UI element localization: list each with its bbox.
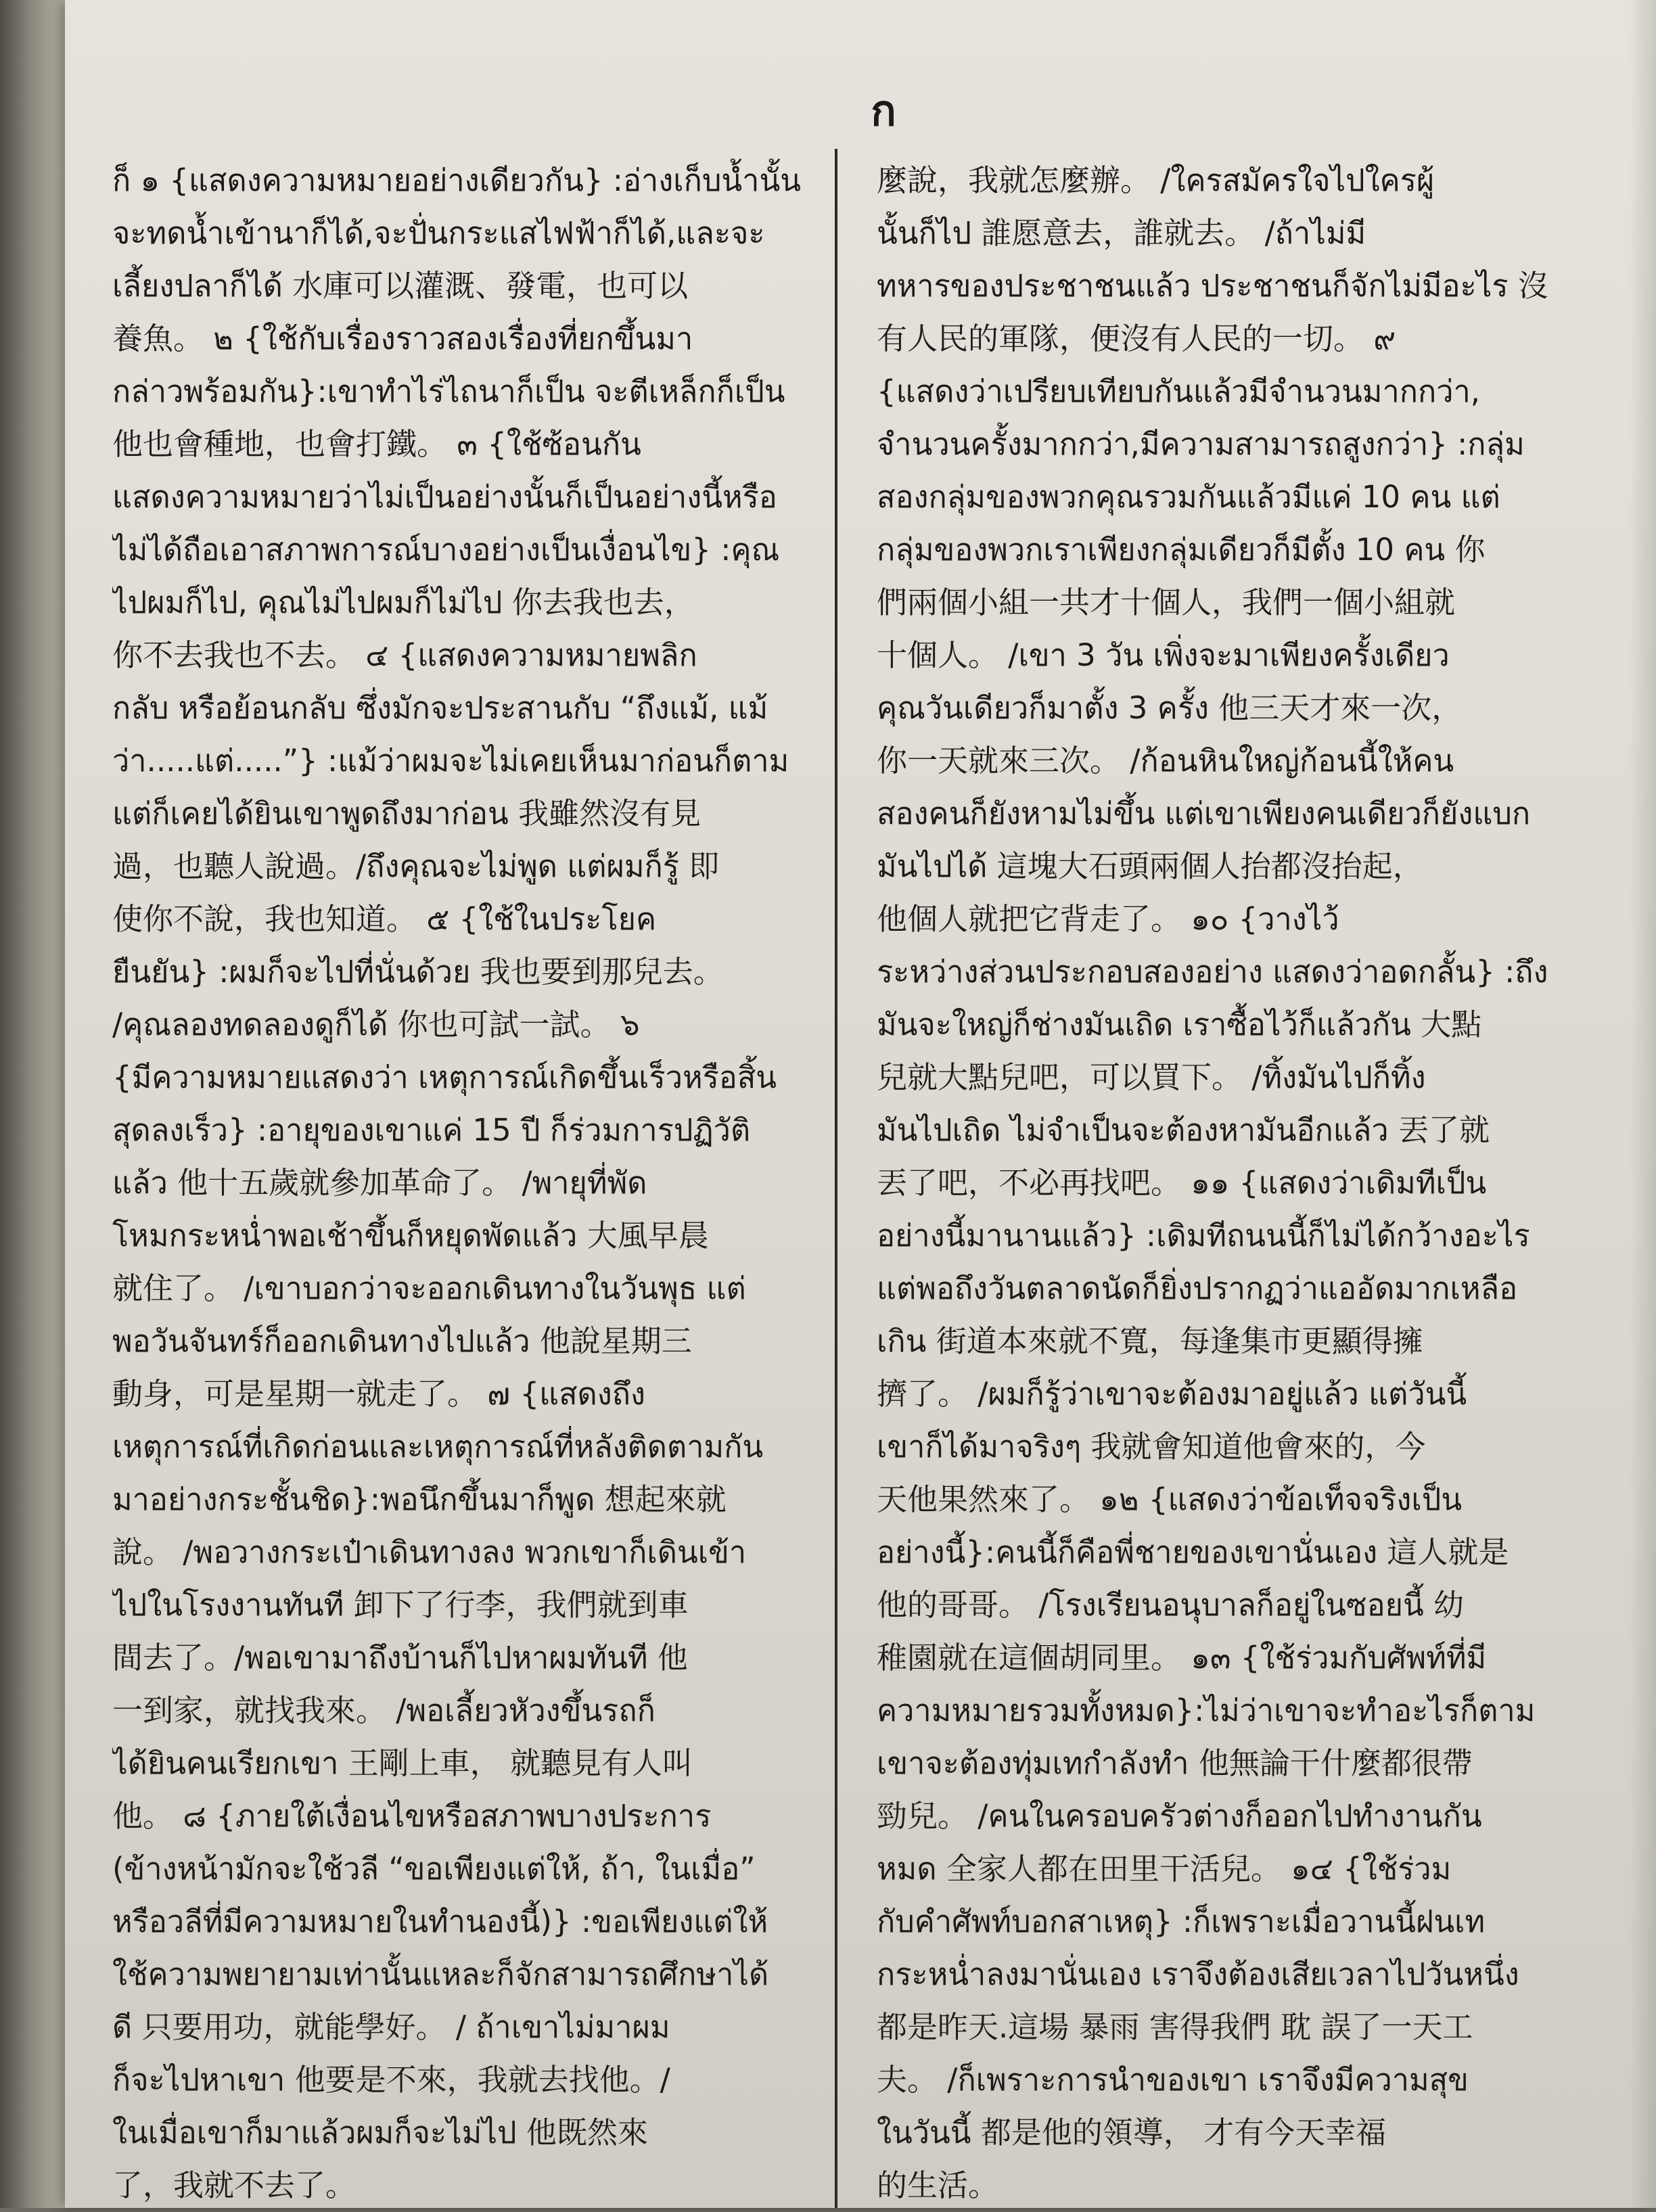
text-line: กล่าวพร้อมกัน}:เขาทำไร่ไถนาก็เป็น จะตีเหล็กก็เป็น: [112, 373, 785, 409]
text-line: 勁兒。 /คนในครอบครัวต่างก็ออกไปทำงานกัน: [877, 1798, 1482, 1834]
text-line: อย่างนี้}:คนนี้ก็คือพี่ชายของเขานั่นเอง 這人就是: [877, 1534, 1509, 1570]
text-line: แต่ก็เคยได้ยินเขาพูดถึงมาก่อน 我雖然沒有見: [112, 796, 702, 831]
text-line: จำนวนครั้งมากกว่า,มีความสามารถสูงกว่า} :กลุ่ม: [877, 426, 1525, 462]
text-line: ก็ ๑ {แสดงความหมายอย่างเดียวกัน} :อ่างเก็บน้ำนั้น: [112, 162, 801, 198]
text-line: เขาจะต้องทุ่มเทกำลังทำ 他無論干什麼都很帶: [877, 1745, 1473, 1781]
text-line: มันไปได้ 這塊大石頭兩個人抬都沒抬起，: [877, 848, 1423, 884]
text-line: 了，我就不去了。: [112, 2167, 356, 2203]
text-line: 的生活。: [877, 2167, 999, 2203]
text-line: 動身，可是星期一就走了。 ๗ {แสดงถึง: [112, 1376, 645, 1412]
adjacent-page-edge: [0, 0, 68, 2208]
text-line: แสดงความหมายว่าไม่เป็นอย่างนั้นก็เป็นอย่างนี้หรือ: [112, 479, 777, 515]
text-line: กระหน่ำลงมานั่นเอง เราจึงต้องเสียเวลาไปวันหนึ่ง: [877, 1956, 1519, 1992]
text-line: 一到家，就找我來。 /พอเลี้ยวหัวงขึ้นรถก็: [112, 1692, 656, 1728]
text-line: /คุณลองทดลองดูก็ได้ 你也可試一試。 ๖: [112, 1007, 640, 1042]
text-line: จะทดน้ำเข้านาก็ได้,จะปั่นกระแสไฟฟ้าก็ได้,และจะ: [112, 215, 765, 251]
text-line: 都是昨天.這場 暴雨 害得我們 耽 誤了一天工: [877, 2009, 1473, 2045]
page-header-letter: ก: [871, 86, 896, 135]
text-line: เขาก็ได้มาจริงๆ 我就會知道他會來的，今: [877, 1429, 1426, 1465]
text-line: กลับ หรือย้อนกลับ ซึ่งมักจะประสานกับ “ถึงแม้, แม้: [112, 690, 768, 726]
page-shadow: [1629, 0, 1656, 2208]
text-line: 使你不說，我也知道。 ๕ {ใช้ในประโยค: [112, 901, 657, 937]
text-line: สุดลงเร็ว} :อายุของเขาแค่ 15 ปี ก็ร่วมการปฏิวัติ: [112, 1112, 751, 1148]
text-line: 丟了吧，不必再找吧。 ๑๑ {แสดงว่าเดิมทีเป็น: [877, 1165, 1487, 1201]
text-line: มาอย่างกระชั้นชิด}:พอนึกขึ้นมาก็พูด 想起來就: [112, 1481, 727, 1517]
text-line: 就住了。 /เขาบอกว่าจะออกเดินทางในวันพุธ แต่: [112, 1270, 746, 1306]
text-line: กับคำศัพท์บอกสาเหตุ} :ก็เพราะเมื่อวานนี้ฝนเท: [877, 1904, 1486, 1939]
text-line: ความหมายรวมทั้งหมด}:ไม่ว่าเขาจะทำอะไรก็ตาม: [877, 1692, 1536, 1728]
text-line: ยืนยัน} :ผมก็จะไปที่นั่นด้วย 我也要到那兒去。: [112, 954, 724, 990]
text-line: ดี 只要用功，就能學好。 / ถ้าเขาไม่มาผม: [112, 2009, 670, 2045]
text-line: 夫。 /ก็เพราะการนำของเขา เราจึงมีความสุข: [877, 2062, 1469, 2098]
text-line: 間去了。/พอเขามาถึงบ้านก็ไปหาผมทันที 他: [112, 1640, 688, 1676]
text-line: สองคนก็ยังหามไม่ขึ้น แต่เขาเพียงคนเดียวก็ยังแบก: [877, 796, 1531, 831]
left-column: [112, 154, 816, 2212]
text-line: กลุ่มของพวกเราเพียงกลุ่มเดียวก็มีตั้ง 10 คน 你: [877, 532, 1486, 568]
text-line: 他的哥哥。 /โรงเรียนอนุบาลก็อยู่ในซอยนี้ 幼: [877, 1587, 1465, 1623]
text-line: ใช้ความพยายามเท่านั้นแหละก็จักสามารถศึกษาได้: [112, 1956, 769, 1992]
text-line: 你一天就來三次。 /ก้อนหินใหญ่ก้อนนี้ให้คน: [877, 743, 1454, 779]
text-line: คุณวันเดียวก็มาตั้ง 3 ครั้ง 他三天才來一次，: [877, 690, 1463, 726]
text-line: เลี้ยงปลาก็ได้ 水庫可以灌溉、發電，也可以: [112, 268, 689, 304]
text-line: สองกลุ่มของพวกคุณรวมกันแล้วมีแค่ 10 คน แต่: [877, 479, 1500, 515]
text-line: ระหว่างส่วนประกอบสองอย่าง แสดงว่าอดกลั้น} :ถึง: [877, 954, 1548, 990]
text-line: 他。 ๘ {ภายใต้เงื่อนไขหรือสภาพบางประการ: [112, 1798, 712, 1834]
text-line: 天他果然來了。 ๑๒ {แสดงว่าข้อเท็จจริงเป็น: [877, 1481, 1463, 1517]
text-line: ไม่ได้ถือเอาสภาพการณ์บางอย่างเป็นเงื่อนไข} :คุณ: [112, 532, 780, 568]
text-line: 過，也聽人說過。/ถึงคุณจะไม่พูด แต่ผมก็รู้ 即: [112, 848, 720, 884]
text-line: 兒就大點兒吧，可以買下。 /ทิ้งมันไปก็ทิ้ง: [877, 1059, 1426, 1095]
text-line: ว่า.....แต่.....”} :แม้ว่าผมจะไม่เคยเห็นมาก่อนก็ตาม: [112, 743, 789, 779]
text-line: แล้ว 他十五歲就參加革命了。 /พายุที่พัด: [112, 1165, 647, 1201]
text-line: ไปผมก็ไป, คุณไม่ไปผมก็ไม่ไป 你去我也去，: [112, 584, 695, 620]
text-line: ในเมื่อเขาก็มาแล้วผมก็จะไม่ไป 他既然來: [112, 2115, 648, 2150]
text-line: ทหารของประชาชนแล้ว ประชาชนก็จักไม่มีอะไร 沒: [877, 268, 1548, 304]
text-line: แต่พอถึงวันตลาดนัดก็ยิ่งปรากฏว่าแออัดมากเหลือ: [877, 1270, 1518, 1306]
text-line: ในวันนี้ 都是他的領導， 才有今天幸福: [877, 2115, 1387, 2150]
dictionary-page: [65, 0, 1656, 2208]
text-line: 他個人就把它背走了。 ๑๐ {วางไว้: [877, 901, 1339, 937]
text-line: 養魚。 ๒ {ใช้กับเรื่องราวสองเรื่องที่ยกขึ้นมา: [112, 321, 693, 356]
text-line: หมด 全家人都在田里干活兒。 ๑๔ {ใช้ร่วม: [877, 1851, 1452, 1887]
text-line: นั้นก็ไป 誰愿意去，誰就去。 /ถ้าไม่มี: [877, 215, 1366, 251]
text-line: 稚園就在這個胡同里。 ๑๓ {ใช้ร่วมกับศัพท์ที่มี: [877, 1640, 1487, 1676]
text-line: 擠了。 /ผมก็รู้ว่าเขาจะต้องมาอยู่แล้ว แต่วันนี้: [877, 1376, 1467, 1412]
text-line: 們兩個小組一共才十個人，我們一個小組就: [877, 584, 1456, 620]
text-line: (ข้างหน้ามักจะใช้วลี “ขอเพียงแต่ให้, ถ้า, ในเมื่อ”: [112, 1851, 756, 1887]
text-line: 有人民的軍隊，便沒有人民的一切。 ๙: [877, 321, 1396, 356]
text-line: เหตุการณ์ที่เกิดก่อนและเหตุการณ์ที่หลังติดตามกัน: [112, 1429, 764, 1465]
text-line: {แสดงว่าเปรียบเทียบกันแล้วมีจำนวนมากกว่า,: [877, 373, 1481, 409]
text-line: 說。 /พอวางกระเป๋าเดินทางลง พวกเขาก็เดินเข้า: [112, 1534, 747, 1570]
text-line: มันจะใหญ่ก็ช่างมันเถิด เราซื้อไว้ก็แล้วกัน 大點: [877, 1007, 1482, 1042]
text-line: โหมกระหน่ำพอเช้าขึ้นก็หยุดพัดแล้ว 大風早晨: [112, 1218, 709, 1253]
text-line: เกิน 街道本來就不寬，每逢集市更顯得擁: [877, 1323, 1423, 1359]
text-line: 麼說，我就怎麼辦。 /ใครสมัครใจไปใครผู้: [877, 162, 1435, 198]
text-line: 他也會種地，也會打鐵。 ๓ {ใช้ซ้อนกัน: [112, 426, 641, 462]
text-line: 你不去我也不去。 ๔ {แสดงความหมายพลิก: [112, 637, 697, 673]
right-column: [877, 154, 1641, 2212]
text-line: อย่างนี้มานานแล้ว} :เดิมทีถนนนี้ก็ไม่ได้กว้างอะไร: [877, 1218, 1530, 1253]
text-line: ได้ยินคนเรียกเขา 王剛上車， 就聽見有人叫: [112, 1745, 693, 1781]
text-line: พอวันจันทร์ก็ออกเดินทางไปแล้ว 他說星期三: [112, 1323, 692, 1359]
text-line: 十個人。 /เขา 3 วัน เพิ่งจะมาเพียงครั้งเดียว: [877, 637, 1450, 673]
text-line: ไปในโรงงานทันที 卸下了行李，我們就到車: [112, 1587, 689, 1623]
column-divider: [835, 149, 837, 2208]
text-line: ก็จะไปหาเขา 他要是不來，我就去找他。/: [112, 2062, 670, 2098]
text-line: {มีความหมายแสดงว่า เหตุการณ์เกิดขึ้นเร็วหรือสิ้น: [112, 1059, 777, 1095]
text-line: หรือวลีที่มีความหมายในทำนองนี้)} :ขอเพียงแต่ให้: [112, 1904, 768, 1939]
text-line: มันไปเถิด ไม่จำเป็นจะต้องหามันอีกแล้ว 丟了就: [877, 1112, 1490, 1148]
